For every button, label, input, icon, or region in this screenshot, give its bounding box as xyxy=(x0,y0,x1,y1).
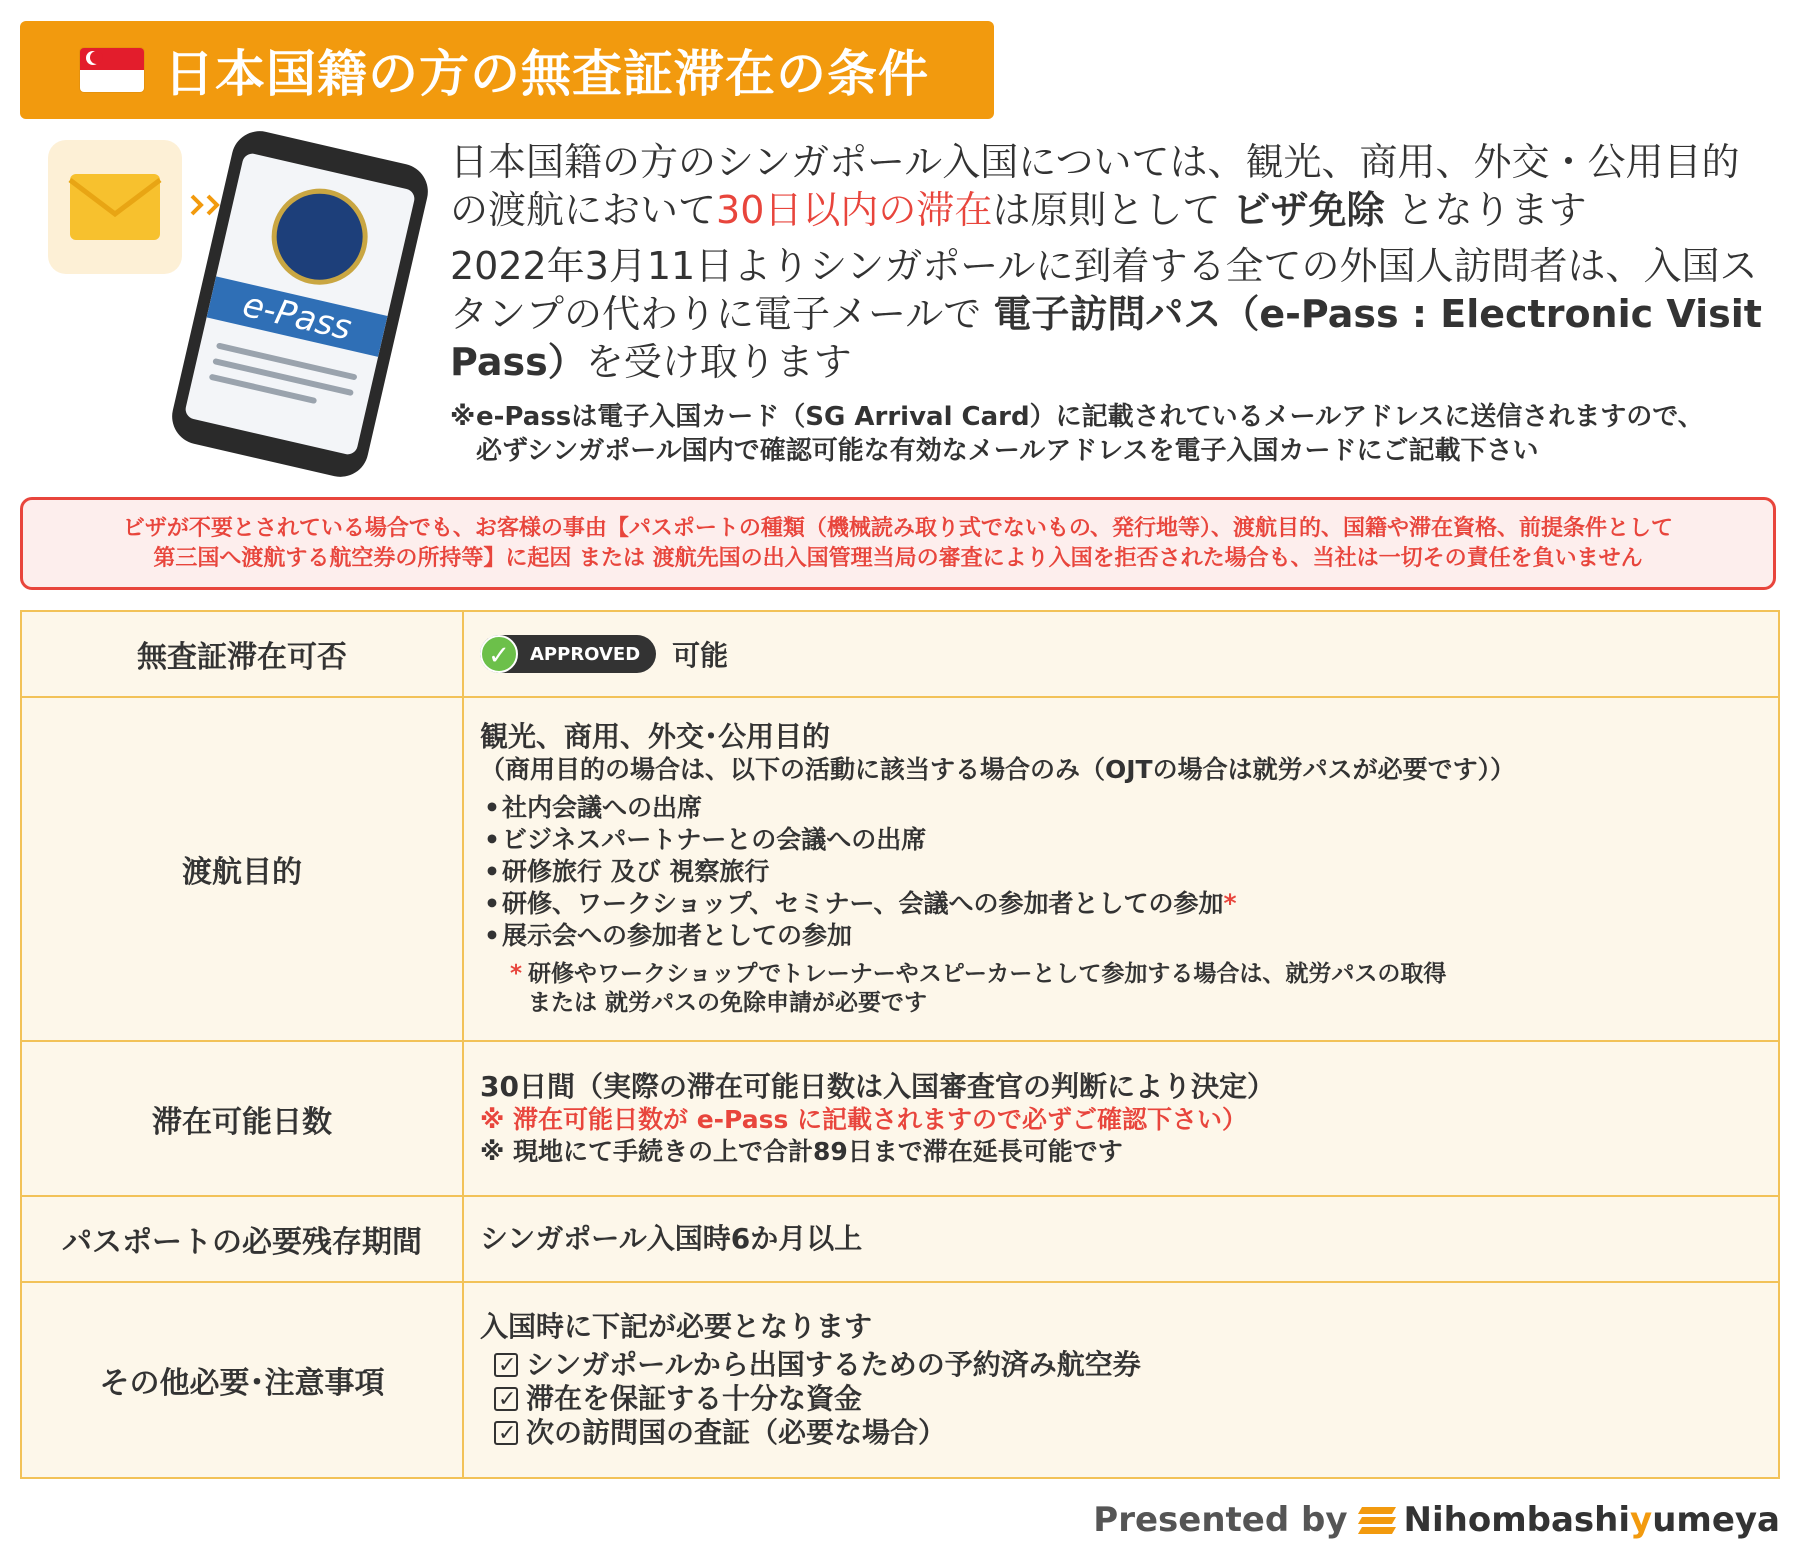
brand-name: Nihombashiyumeya xyxy=(1403,1500,1780,1540)
list-item: ✓シンガポールから出国するための予約済み航空券 xyxy=(480,1348,1762,1382)
email-note: ※e-Passは電子入国カード（SG Arrival Card）に記載されているメールアドレスに送信されますので、 必ずシンガポール国内で確認可能な有効なメールアドレスを電子入国カードにご記載下さい xyxy=(450,402,1704,466)
row-header: 無査証滞在可否 xyxy=(21,611,463,697)
page-title: 日本国籍の方の無査証滞在の条件 xyxy=(164,45,929,103)
list-item: • 研修、ワークショップ、セミナー、会議への参加者としての参加* xyxy=(480,888,1762,920)
table-row: 滞在可能日数 30日間（実際の滞在可能日数は入国審査官の判断により決定） ※ 滞在可能日数が e-Pass に記載されますので必ずご確認下さい） ※ 現地にて手続きの上で合計89日まで滞在延長可能です xyxy=(21,1041,1779,1196)
passport-validity-value: シンガポール入国時6か月以上 xyxy=(463,1196,1779,1282)
checkbox-icon xyxy=(494,1387,518,1411)
intro-text xyxy=(450,138,1770,468)
presented-by-footer: Presented by Nihombashiyumeya xyxy=(1093,1500,1780,1540)
business-activity-list xyxy=(480,792,1762,952)
list-item: ✓滞在を保証する十分な資金 xyxy=(480,1382,1762,1416)
list-item: ✓次の訪問国の査証（必要な場合） xyxy=(480,1416,1762,1450)
checkmark-icon: ✓ xyxy=(480,635,518,673)
table-row: その他必要･注意事項 入国時に下記が必要となります ✓シンガポールから出国するための予約済み航空券 ✓滞在を保証する十分な資金 ✓次の訪問国の査証（必要な場合） xyxy=(21,1282,1779,1478)
footnote: * 研修やワークショップでトレーナーやスピーカーとして参加する場合は、就労パスの取得 または 就労パスの免除申請が必要です xyxy=(510,961,1447,1016)
list-item: • 研修旅行 及び 視察旅行 xyxy=(480,856,1762,888)
brand-logo-icon xyxy=(1360,1507,1394,1533)
envelope-icon xyxy=(48,140,182,274)
visa-exemption-paragraph: 日本国籍の方のシンガポール入国については、観光、商用、外交・公用目的の渡航において30日以内の滞在は原則として ビザ免除 となります xyxy=(450,140,1740,232)
envelope-icon-box xyxy=(48,140,182,274)
disclaimer-box: ビザが不要とされている場合でも、お客様の事由【パスポートの種類（機械読み取り式でないもの、発行地等）、渡航目的、国籍や滞在資格、前提条件として 第三国へ渡航する航空券の所持等】に起因 または 渡航先国の出入国管理当局の審査により入国を拒否された場合も、当社は一切その責任を負いません xyxy=(20,497,1776,590)
table-row xyxy=(21,611,1779,697)
checkbox-icon xyxy=(494,1421,518,1445)
row-header: 渡航目的 xyxy=(21,697,463,1041)
conditions-table xyxy=(20,610,1780,1479)
table-row xyxy=(21,1196,1779,1282)
list-item: • 社内会議への出席 xyxy=(480,792,1762,824)
epass-label: e-Pass xyxy=(207,276,388,357)
row-header: パスポートの必要残存期間 xyxy=(21,1196,463,1282)
epass-paragraph: 2022年3月11日よりシンガポールに到着する全ての外国人訪問者は、入国スタンプの代わりに電子メールで 電子訪問パス（e-Pass : Electronic Visit Pass）を受け取ります xyxy=(450,244,1762,384)
singapore-flag-icon xyxy=(80,48,144,92)
list-item: • ビジネスパートナーとの会議への出席 xyxy=(480,824,1762,856)
checkbox-icon xyxy=(494,1353,518,1377)
table-row: 渡航目的 観光、商用、外交･公用目的 （商用目的の場合は、以下の活動に該当する場合のみ（OJTの場合は就労パスが必要です）） • 社内会議への出席 • ビジネスパートナーとの会議への出席 • 研修旅行 及び 視察旅行 • 研修、ワークショップ、セミナー、会議への参加者としての参加* • 展示会への参加者としての参加 * 研修やワークショップでトレーナーやスピーカーとして参加する場合は、就労パスの取得 または 就労パスの免除申請が必要です xyxy=(21,697,1779,1041)
title-banner xyxy=(20,21,994,119)
immigration-seal-icon xyxy=(262,179,377,294)
visa-free-value: 可能 xyxy=(672,639,729,672)
smartphone-icon xyxy=(167,126,434,483)
approved-badge: ✓ APPROVED xyxy=(480,635,656,673)
row-header: その他必要･注意事項 xyxy=(21,1282,463,1478)
epass-illustration xyxy=(40,138,430,478)
list-item: • 展示会への参加者としての参加 xyxy=(480,920,1762,952)
row-header: 滞在可能日数 xyxy=(21,1041,463,1196)
